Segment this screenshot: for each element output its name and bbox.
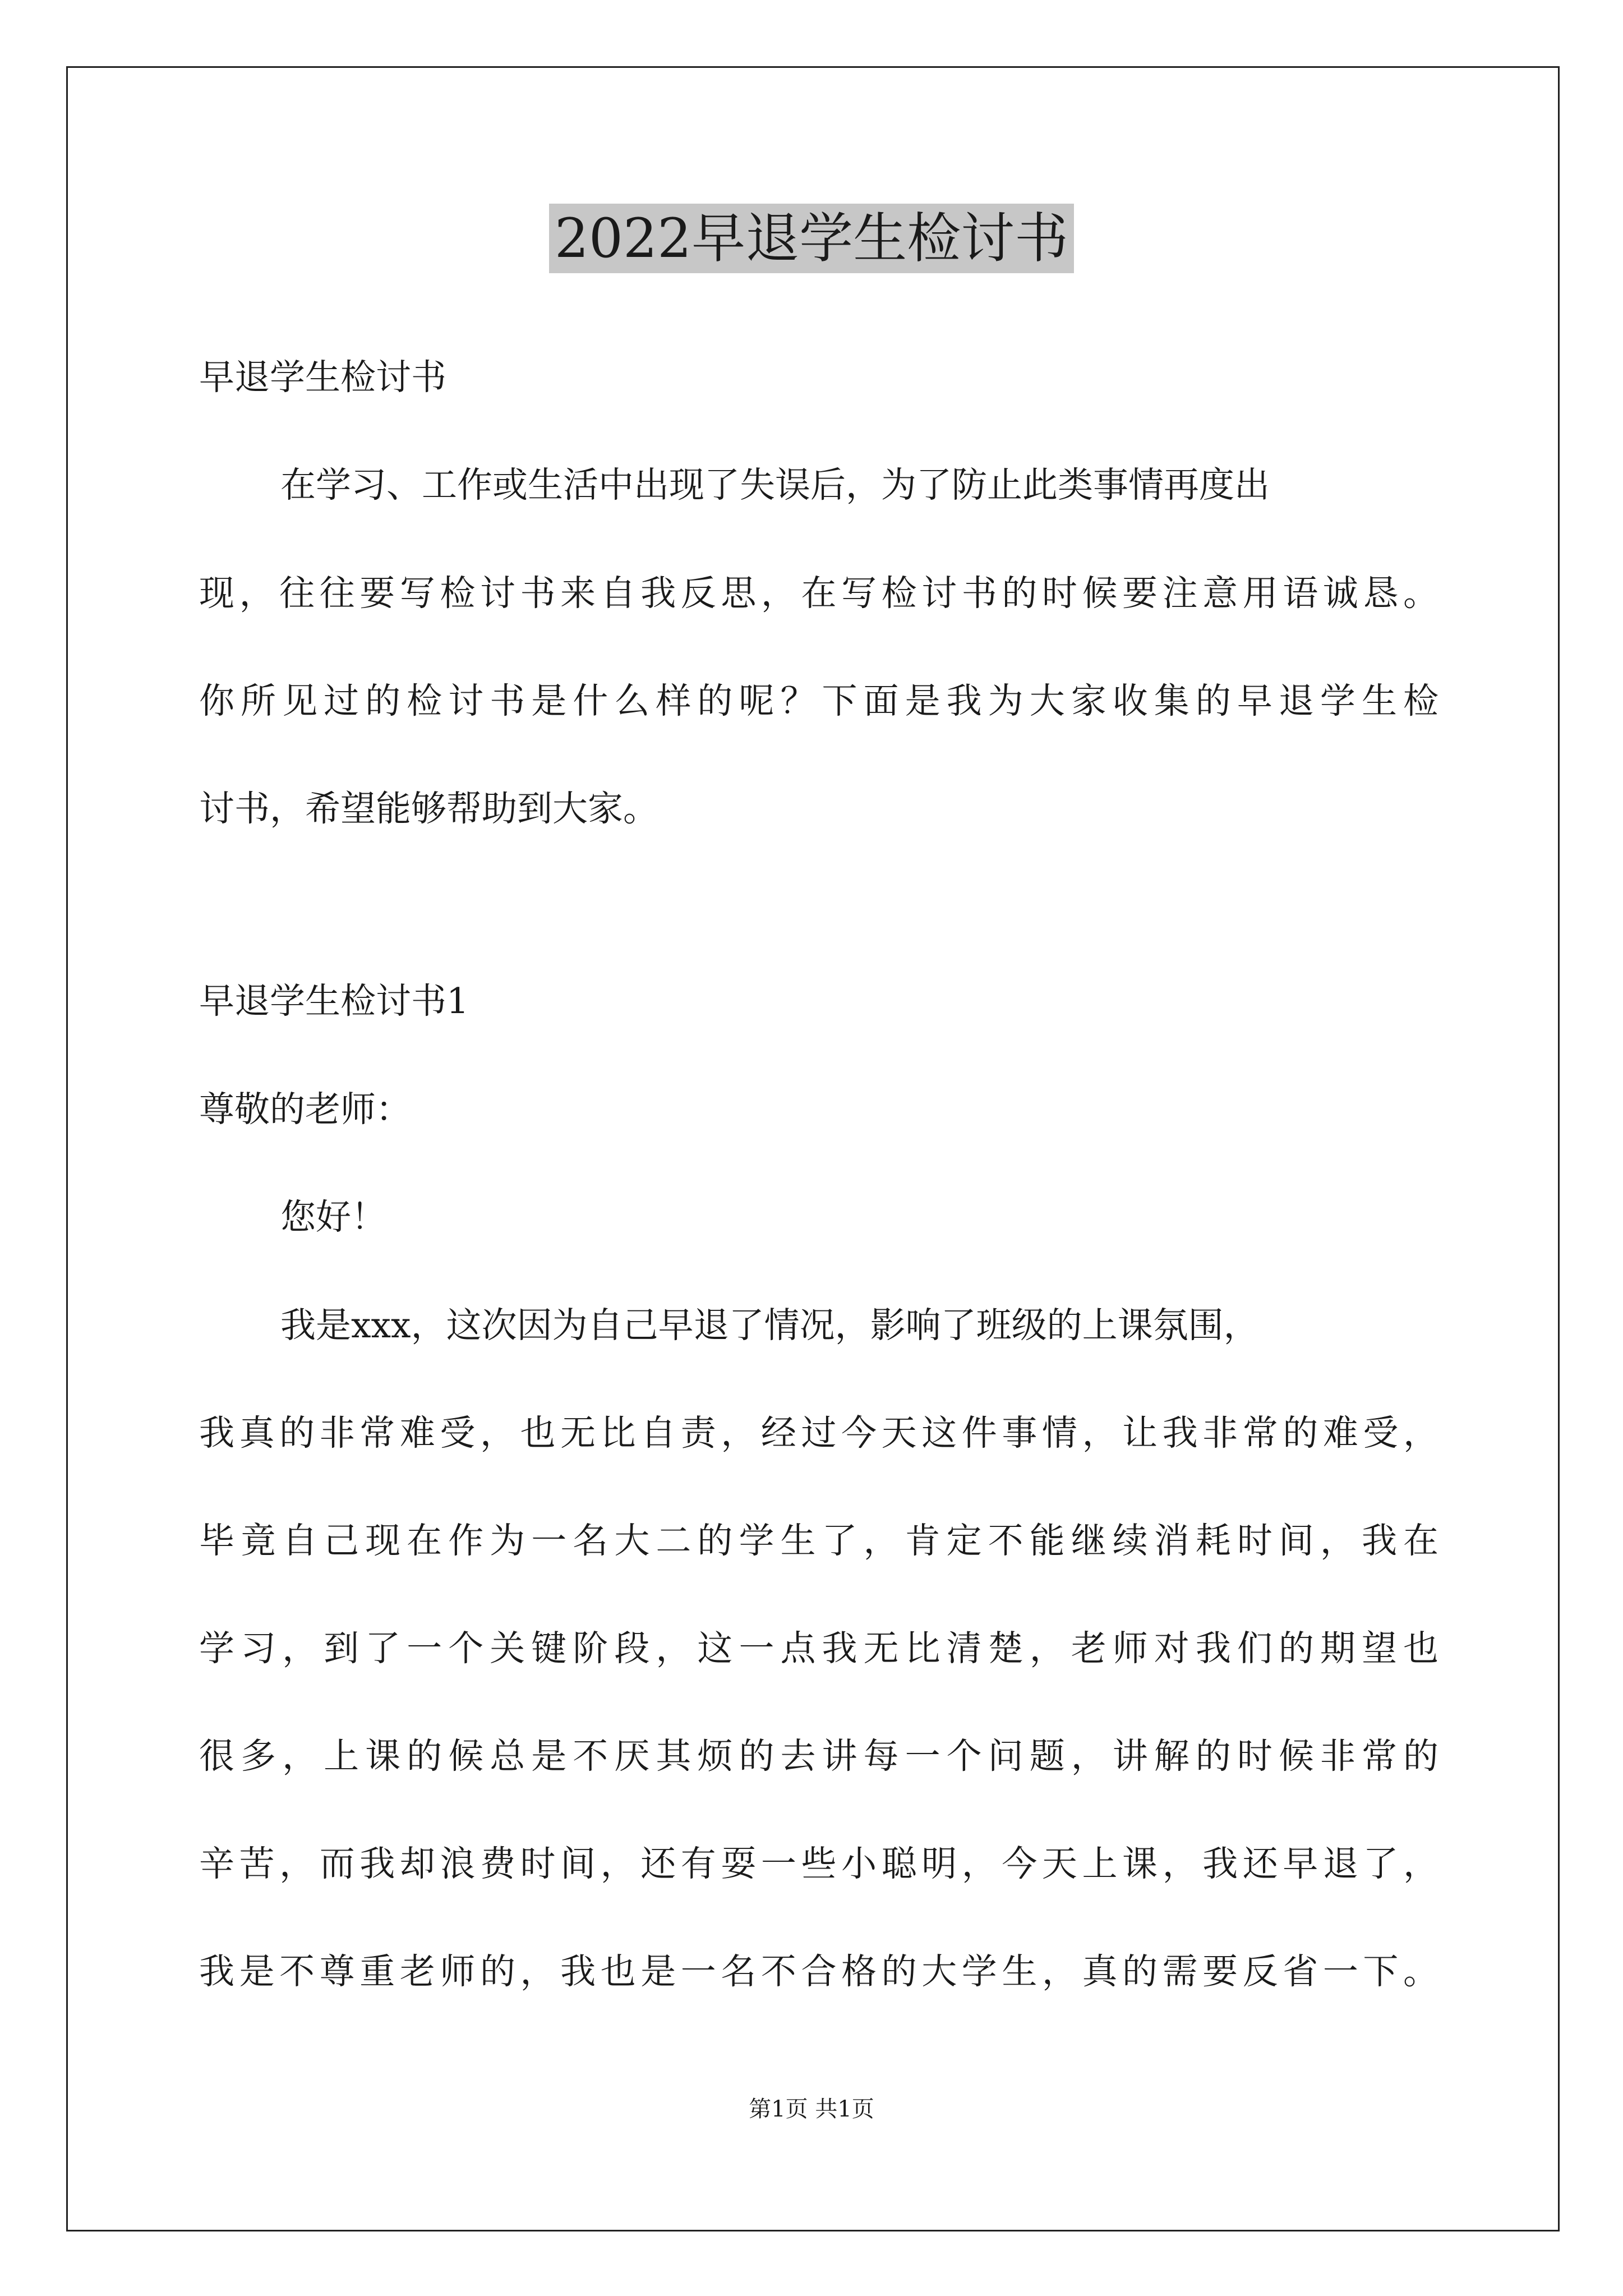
document-title xyxy=(0,205,1623,272)
body-line: 辛苦，而我却浪费时间，还有耍一些小聪明，今天上课，我还早退了， xyxy=(199,1843,1438,1884)
intro-line: 你所见过的检讨书是什么样的呢？下面是我为大家收集的早退学生检 xyxy=(199,680,1438,721)
body-line: 学习，到了一个关键阶段，这一点我无比清楚，老师对我们的期望也 xyxy=(199,1628,1438,1669)
section-heading: 早退学生检讨书1 xyxy=(199,981,469,1022)
body-line: 我真的非常难受，也无比自责，经过今天这件事情，让我非常的难受， xyxy=(199,1412,1438,1453)
body-line: 我是xxx，这次因为自己早退了情况，影响了班级的上课氛围， xyxy=(280,1305,1259,1346)
intro-heading: 早退学生检讨书 xyxy=(199,357,446,398)
page-number: 第1页 共1页 xyxy=(749,2096,874,2122)
intro-line: 讨书，希望能够帮助到大家。 xyxy=(199,788,658,829)
intro-line: 现，往往要写检讨书来自我反思，在写检讨书的时候要注意用语诚恳。 xyxy=(199,573,1438,614)
document-title-text: 2022早退学生检讨书 xyxy=(549,204,1074,273)
intro-line: 在学习、工作或生活中出现了失误后，为了防止此类事情再度出 xyxy=(280,464,1270,505)
body-line: 毕竟自己现在作为一名大二的学生了，肯定不能继续消耗时间，我在 xyxy=(199,1520,1438,1561)
body-line: 我是不尊重老师的，我也是一名不合格的大学生，真的需要反省一下。 xyxy=(199,1951,1438,1992)
greeting: 您好！ xyxy=(280,1197,386,1237)
salutation: 尊敬的老师： xyxy=(199,1089,411,1130)
body-line: 很多，上课的候总是不厌其烦的去讲每一个问题，讲解的时候非常的 xyxy=(199,1736,1438,1777)
